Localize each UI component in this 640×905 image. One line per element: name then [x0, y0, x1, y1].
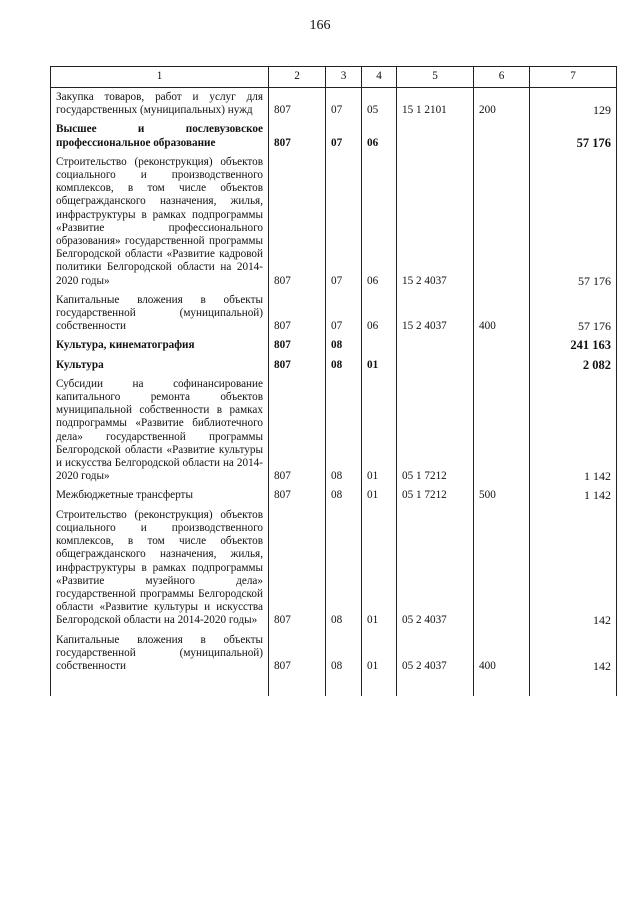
empty-cell [326, 676, 362, 696]
row-pr-cell: 05 [362, 88, 397, 121]
column-header: 1 [51, 67, 269, 88]
row-ved-cell: 807 [269, 375, 326, 487]
table-row [51, 120, 617, 152]
empty-cell [362, 676, 397, 696]
column-header: 4 [362, 67, 397, 88]
column-header: 6 [474, 67, 530, 88]
row-rz-cell: 08 [326, 506, 362, 631]
row-rz-cell: 07 [326, 153, 362, 291]
row-pr-cell: 06 [362, 120, 397, 152]
empty-cell [474, 676, 530, 696]
row-vr-cell [474, 356, 530, 375]
row-vr-cell: 200 [474, 88, 530, 121]
table-row [51, 631, 617, 677]
row-name-cell: Строительство (реконструкция) объектов социального и производственного комплексов, в том числе объектов общегражданского назначения, жилья, инфраструктуры в рамках подпрограммы «Развитие музейного дела» государственной программы Белгородской области «Развитие культуры и искусства Белгородской области на 2014-2020 годы» [51, 506, 269, 631]
row-name-cell: Капитальные вложения в объекты государственной (муниципальной) собственности [51, 631, 269, 677]
column-header: 3 [326, 67, 362, 88]
row-sum-cell: 57 176 [530, 153, 617, 291]
row-ved-cell: 807 [269, 336, 326, 355]
row-sum-cell: 1 142 [530, 486, 617, 505]
row-name-cell: Культура, кинематография [51, 336, 269, 355]
empty-cell [269, 676, 326, 696]
row-rz-cell: 08 [326, 375, 362, 487]
row-ved-cell: 807 [269, 120, 326, 152]
row-name-cell: Межбюджетные трансферты [51, 486, 269, 505]
row-name-cell: Закупка товаров, работ и услуг для государственных (муниципальных) нужд [51, 88, 269, 121]
row-csr-cell: 05 1 7212 [397, 375, 474, 487]
budget-table [50, 66, 617, 696]
row-rz-cell: 08 [326, 356, 362, 375]
table-row [51, 356, 617, 375]
row-csr-cell: 05 2 4037 [397, 506, 474, 631]
row-pr-cell: 06 [362, 291, 397, 337]
row-csr-cell: 15 2 4037 [397, 291, 474, 337]
row-csr-cell [397, 356, 474, 375]
table-row [51, 506, 617, 631]
row-sum-cell: 57 176 [530, 291, 617, 337]
row-vr-cell [474, 336, 530, 355]
table-row [51, 486, 617, 505]
row-sum-cell: 1 142 [530, 375, 617, 487]
table-body [51, 88, 617, 697]
row-pr-cell: 01 [362, 506, 397, 631]
row-pr-cell: 01 [362, 356, 397, 375]
row-rz-cell: 08 [326, 631, 362, 677]
row-sum-cell: 142 [530, 506, 617, 631]
row-vr-cell: 500 [474, 486, 530, 505]
row-sum-cell: 142 [530, 631, 617, 677]
column-header: 2 [269, 67, 326, 88]
row-name-cell: Капитальные вложения в объекты государственной (муниципальной) собственности [51, 291, 269, 337]
row-ved-cell: 807 [269, 291, 326, 337]
row-pr-cell: 01 [362, 631, 397, 677]
empty-cell [530, 676, 617, 696]
table-row [51, 88, 617, 121]
column-header: 5 [397, 67, 474, 88]
row-ved-cell: 807 [269, 153, 326, 291]
row-rz-cell: 08 [326, 336, 362, 355]
row-pr-cell: 01 [362, 486, 397, 505]
row-name-cell: Культура [51, 356, 269, 375]
table-row [51, 375, 617, 487]
row-rz-cell: 07 [326, 120, 362, 152]
row-ved-cell: 807 [269, 506, 326, 631]
row-pr-cell: 01 [362, 375, 397, 487]
row-vr-cell [474, 375, 530, 487]
row-vr-cell: 400 [474, 631, 530, 677]
row-sum-cell: 2 082 [530, 356, 617, 375]
row-name-cell: Субсидии на софинансирование капитального ремонта объектов муниципальной собственности в рамках подпрограммы «Развитие библиотечного дела» государственной программы Белгородской области «Развитие культуры и искусства Белгородской области на 2014-2020 годы» [51, 375, 269, 487]
row-vr-cell [474, 120, 530, 152]
row-vr-cell [474, 506, 530, 631]
row-rz-cell: 07 [326, 88, 362, 121]
empty-cell [51, 676, 269, 696]
row-ved-cell: 807 [269, 88, 326, 121]
table-row [51, 336, 617, 355]
page-number: 166 [309, 18, 331, 33]
row-ved-cell: 807 [269, 631, 326, 677]
row-name-cell: Строительство (реконструкция) объектов социального и производственного комплексов, в том числе объектов общегражданского назначения, жилья, инфраструктуры в рамках подпрограммы «Развитие профессионального образования» государственной программы Белгородской области «Развитие кадровой политики Белгородской области на 2014-2020 годы» [51, 153, 269, 291]
row-csr-cell: 15 1 2101 [397, 88, 474, 121]
row-vr-cell [474, 153, 530, 291]
table-continuation [51, 676, 617, 696]
table-row [51, 153, 617, 291]
row-pr-cell [362, 336, 397, 355]
row-ved-cell: 807 [269, 486, 326, 505]
row-csr-cell: 15 2 4037 [397, 153, 474, 291]
row-csr-cell: 05 2 4037 [397, 631, 474, 677]
row-sum-cell: 129 [530, 88, 617, 121]
table-row [51, 291, 617, 337]
row-sum-cell: 241 163 [530, 336, 617, 355]
column-header: 7 [530, 67, 617, 88]
empty-cell [397, 676, 474, 696]
row-ved-cell: 807 [269, 356, 326, 375]
row-rz-cell: 08 [326, 486, 362, 505]
row-csr-cell [397, 120, 474, 152]
row-csr-cell [397, 336, 474, 355]
row-sum-cell: 57 176 [530, 120, 617, 152]
row-name-cell: Высшее и послевузовское профессиональное образование [51, 120, 269, 152]
row-rz-cell: 07 [326, 291, 362, 337]
row-csr-cell: 05 1 7212 [397, 486, 474, 505]
table-header-row [51, 67, 617, 88]
row-vr-cell: 400 [474, 291, 530, 337]
row-pr-cell: 06 [362, 153, 397, 291]
